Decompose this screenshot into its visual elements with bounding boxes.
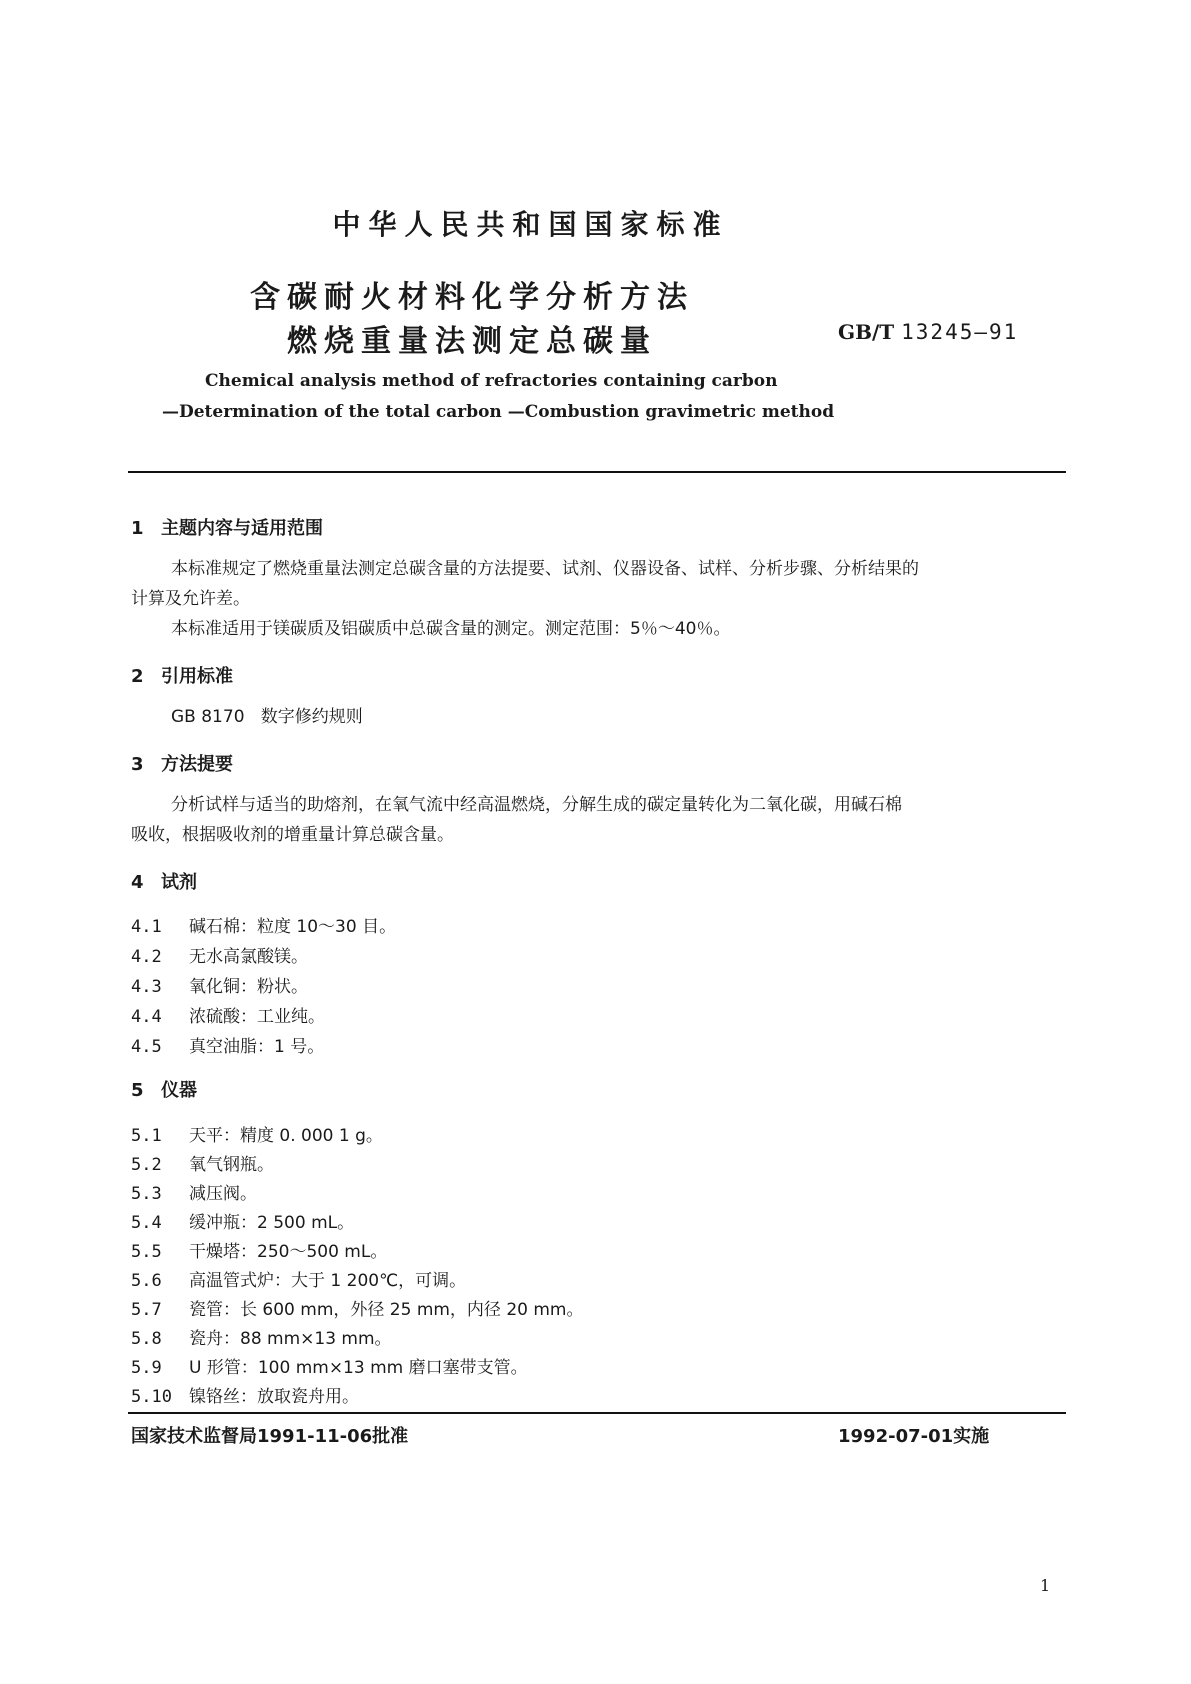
- apparatus-item: [131, 1237, 387, 1262]
- approval-date: 国家技术监督局1991-11-06批准: [131, 1426, 409, 1447]
- section-number: 1: [131, 518, 144, 539]
- item-text: 高温管式炉：大于 1 200℃，可调。: [189, 1271, 467, 1291]
- apparatus-item: [131, 1179, 257, 1204]
- section-1-heading: [131, 514, 323, 540]
- item-number: 5.3: [131, 1184, 162, 1204]
- item-number: 4.2: [131, 947, 162, 967]
- section-number: 4: [131, 872, 144, 893]
- item-text: 真空油脂：1 号。: [189, 1037, 325, 1057]
- national-standard-heading: 中华人民共和国国家标准: [332, 208, 729, 241]
- apparatus-item: [131, 1208, 354, 1233]
- item-text: 碱石棉：粒度 10～30 目。: [189, 917, 397, 937]
- section-1-paragraph-1-line-2: 计算及允许差。: [131, 589, 250, 609]
- section-title: 方法提要: [161, 754, 233, 775]
- title-cn-line1: 含碳耐火材料化学分析方法: [250, 280, 694, 315]
- item-text: 浓硫酸：工业纯。: [189, 1007, 325, 1027]
- item-text: 镍铬丝：放取瓷舟用。: [189, 1387, 359, 1407]
- reference-title: 数字修约规则: [260, 707, 363, 727]
- item-text: 氧气钢瓶。: [189, 1155, 274, 1175]
- apparatus-item: [131, 1121, 383, 1146]
- title-en-line1: Chemical analysis method of refractories containing carbon: [205, 371, 778, 391]
- section-number: 3: [131, 754, 144, 775]
- item-number: 5.8: [131, 1329, 162, 1349]
- section-3-heading: [131, 750, 233, 776]
- apparatus-item: [131, 1353, 528, 1378]
- effective-date: 1992-07-01实施: [838, 1426, 990, 1447]
- reagent-item: [131, 972, 308, 997]
- section-1-paragraph-2: 本标准适用于镁碳质及铝碳质中总碳含量的测定。测定范围：5％～40％。: [171, 619, 731, 639]
- apparatus-item: [131, 1266, 466, 1291]
- reference-code: GB 8170: [171, 707, 245, 727]
- section-3-paragraph-line-2: 吸收，根据吸收剂的增重量计算总碳含量。: [131, 825, 454, 845]
- item-text: U 形管：100 mm×13 mm 磨口塞带支管。: [189, 1358, 528, 1378]
- standard-code: [838, 320, 1018, 344]
- apparatus-item: [131, 1324, 392, 1349]
- section-title: 仪器: [161, 1080, 197, 1101]
- section-3-paragraph-line-1: 分析试样与适当的助熔剂，在氧气流中经高温燃烧，分解生成的碳定量转化为二氧化碳，用碱石棉: [171, 795, 902, 815]
- apparatus-item: [131, 1382, 359, 1407]
- item-text: 天平：精度 0. 000 1 g。: [189, 1126, 383, 1146]
- section-2-heading: [131, 662, 233, 688]
- item-number: 5.10: [131, 1387, 172, 1407]
- apparatus-item: [131, 1150, 274, 1175]
- header-divider: [128, 471, 1066, 473]
- item-text: 瓷舟：88 mm×13 mm。: [189, 1329, 392, 1349]
- section-1-paragraph-1-line-1: 本标准规定了燃烧重量法测定总碳含量的方法提要、试剂、仪器设备、试样、分析步骤、分析结果的: [171, 559, 919, 579]
- item-text: 干燥塔：250～500 mL。: [189, 1242, 388, 1262]
- reagent-item: [131, 942, 308, 967]
- section-number: 2: [131, 666, 144, 687]
- item-number: 4.1: [131, 917, 162, 937]
- item-number: 5.2: [131, 1155, 162, 1175]
- item-number: 4.5: [131, 1037, 162, 1057]
- standard-code-prefix: GB/T: [838, 320, 895, 344]
- item-text: 氧化铜：粉状。: [189, 977, 308, 997]
- item-number: 5.7: [131, 1300, 162, 1320]
- apparatus-item: [131, 1295, 584, 1320]
- item-number: 5.1: [131, 1126, 162, 1146]
- item-text: 减压阀。: [189, 1184, 257, 1204]
- item-number: 5.5: [131, 1242, 162, 1262]
- item-text: 无水高氯酸镁。: [189, 947, 308, 967]
- reagent-item: [131, 1032, 324, 1057]
- section-title: 试剂: [161, 872, 197, 893]
- item-number: 5.4: [131, 1213, 162, 1233]
- item-number: 4.4: [131, 1007, 162, 1027]
- title-cn-line2: 燃烧重量法测定总碳量: [287, 324, 657, 359]
- section-number: 5: [131, 1080, 144, 1101]
- section-title: 引用标准: [161, 666, 233, 687]
- reagent-item: [131, 912, 396, 937]
- title-en-line2: —Determination of the total carbon —Combustion gravimetric method: [162, 402, 835, 422]
- section-title: 主题内容与适用范围: [161, 518, 323, 539]
- section-4-heading: [131, 868, 197, 894]
- standard-code-number: 13245—91: [901, 320, 1019, 344]
- footer-divider: [128, 1412, 1066, 1414]
- item-number: 5.6: [131, 1271, 162, 1291]
- section-5-heading: [131, 1076, 197, 1102]
- item-text: 瓷管：长 600 mm，外径 25 mm，内径 20 mm。: [189, 1300, 584, 1320]
- item-text: 缓冲瓶：2 500 mL。: [189, 1213, 355, 1233]
- page-number: 1: [1040, 1576, 1051, 1595]
- item-number: 4.3: [131, 977, 162, 997]
- reference-standard: [171, 702, 363, 732]
- item-number: 5.9: [131, 1358, 162, 1378]
- reagent-item: [131, 1002, 325, 1027]
